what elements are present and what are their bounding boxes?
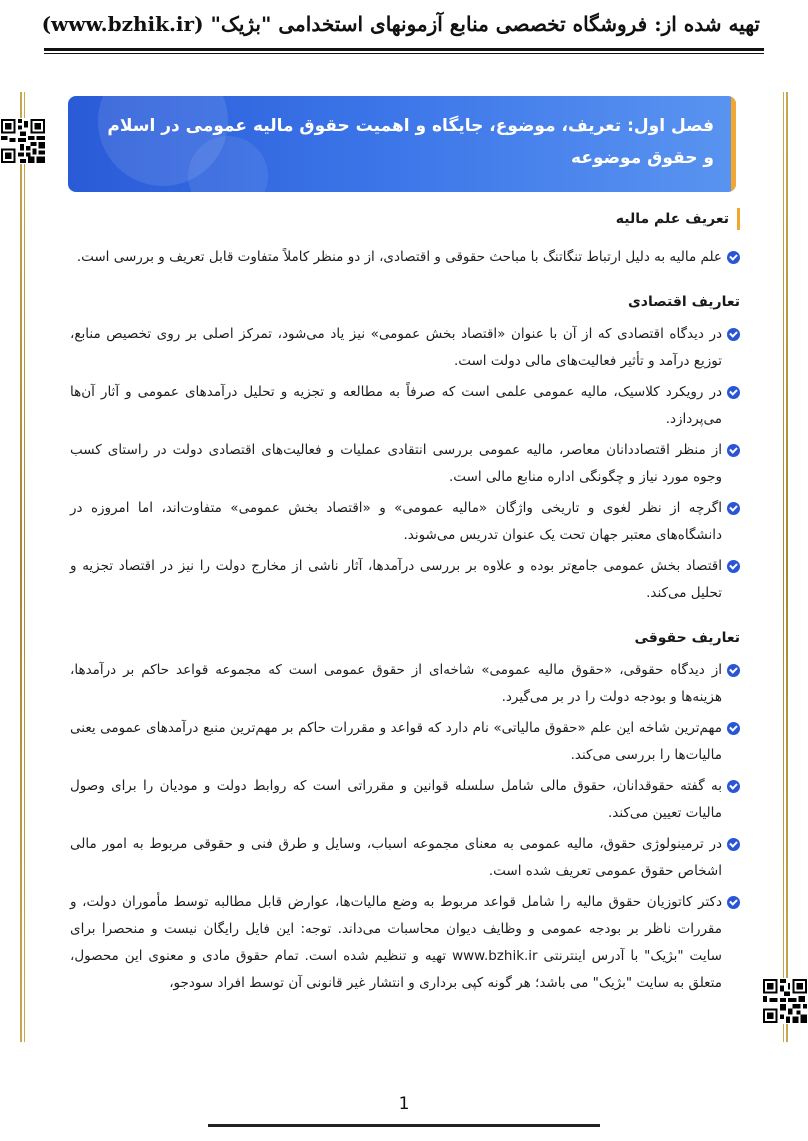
check-circle-icon [727,444,740,457]
list-item-text: اقتصاد بخش عمومی جامع‌تر بوده و علاوه بر بررسی درآمدها، آثار ناشی از مخارج دولت را نیز در اقتصاد تجزیه و تحلیل می‌کند. [70,558,722,601]
list-item-text: علم مالیه به دلیل ارتباط تنگاتنگ با مباحث حقوقی و اقتصادی، از دو منظر کاملاً متفاوت قابل تعریف و بررسی است. [76,249,722,265]
chapter-title-banner [68,96,736,192]
check-circle-icon [727,780,740,793]
list-item-text: دکتر کاتوزیان حقوق مالیه را شامل قواعد مربوط به وضع مالیات‌ها، عوارض قابل مطالبه توسط مأموران دولت، و مقررات ناظر بر بودجه عمومی و وظایف دیوان محاسبات می‌داند. توجه: این فایل رایگان نیست و منحصرا برای سایت "بژیک" با آدرس اینترنتی www.bzhik.ir تهیه و تنظیم شده است. تمام حقوق مادی و معنوی این محصول، متعلق به سایت "بژیک" می باشد؛ هر گونه کپی برداری و انتشار غیر قانونی آن توسط افراد سودجو، [70,894,722,991]
check-circle-icon [727,560,740,573]
list-item-text: به گفته حقوقدانان، حقوق مالی شامل سلسله قوانین و مقرراتی است که روابط دولت و مودیان را برای وصول مالیات تعیین می‌کند. [70,778,722,821]
page-header [0,0,808,56]
check-circle-icon [727,664,740,677]
check-circle-icon [727,251,740,264]
right-frame-line [786,92,788,1042]
list-item-text: اگرچه از نظر لغوی و تاریخی واژگان «مالیه عمومی» و «اقتصاد بخش عمومی» متفاوت‌اند، اما امروزه در دانشگاه‌های معتبر جهان تحت یک عنوان تدریس می‌شوند. [70,500,722,543]
section-title: تعریف علم مالیه [70,208,740,230]
chapter-title: فصل اول: تعریف، موضوع، جایگاه و اهمیت حقوق مالیه عمومی در اسلام و حقوق موضوعه [107,116,714,168]
list-item [70,657,740,711]
footer-rule [208,1124,600,1127]
list-item [70,244,740,271]
right-frame-line-inner [783,92,784,1042]
header-text: تهیه شده از: فروشگاه تخصصی منابع آزمونهای استخدامی "بژیک" (www.bzhik.ir) [41,12,760,36]
list-item [70,437,740,491]
list-item [70,553,740,607]
list-item [70,715,740,769]
check-circle-icon [727,386,740,399]
check-circle-icon [727,328,740,341]
subheading-legal: تعاریف حقوقی [634,630,740,646]
header-rule [44,48,764,51]
list-item-text: در رویکرد کلاسیک، مالیه عمومی علمی است که صرفاً به مطالعه و تجزیه و تحلیل درآمدهای عمومی و آثار آن‌ها می‌پردازد. [70,384,722,427]
list-item [70,495,740,549]
check-circle-icon [727,838,740,851]
list-item [70,773,740,827]
list-item-text: در ترمینولوژی حقوق، مالیه عمومی به معنای مجموعه اسباب، وسایل و طرق فنی و حقوقی مربوط به امور مالی اشخاص حقوق عمومی تعریف شده است. [70,836,722,879]
list-item-text: مهم‌ترین شاخه این علم «حقوق مالیاتی» نام دارد که قواعد و مقررات حاکم بر مهم‌ترین منبع درآمدهای عمومی یعنی مالیات‌ها را بررسی می‌کند. [70,720,722,763]
list-item-text: از دیدگاه حقوقی، «حقوق مالیه عمومی» شاخه‌ای از حقوق عمومی است که مجموعه قواعد حاکم بر درآمدها، هزینه‌ها و بودجه دولت را در بر می‌گیرد. [70,662,722,705]
list-item [70,831,740,885]
list-item-text: در دیدگاه اقتصادی که از آن با عنوان «اقتصاد بخش عمومی» نیز یاد می‌شود، تمرکز اصلی بر روی تخصیص منابع، توزیع درآمد و تأثیر فعالیت‌های مالی دولت است. [70,326,722,369]
check-circle-icon [727,896,740,909]
page-content [70,208,740,997]
header-rule-thin [44,53,764,54]
list-item-text: از منظر اقتصاددانان معاصر، مالیه عمومی بررسی انتقادی عملیات و فعالیت‌های اقتصادی دولت در راستای کسب وجوه مورد نیاز و چگونگی اداره منابع مالی است. [70,442,722,485]
banner-accent-bar [731,96,736,192]
check-circle-icon [727,722,740,735]
page-number: 1 [398,1094,410,1114]
list-item [70,889,740,997]
subheading-economic: تعاریف اقتصادی [627,294,740,310]
left-frame-line [20,92,22,1042]
list-item [70,321,740,375]
qr-code-icon [0,118,46,164]
list-item [70,379,740,433]
left-frame-line-inner [24,92,25,1042]
check-circle-icon [727,502,740,515]
qr-code-icon [762,978,808,1024]
